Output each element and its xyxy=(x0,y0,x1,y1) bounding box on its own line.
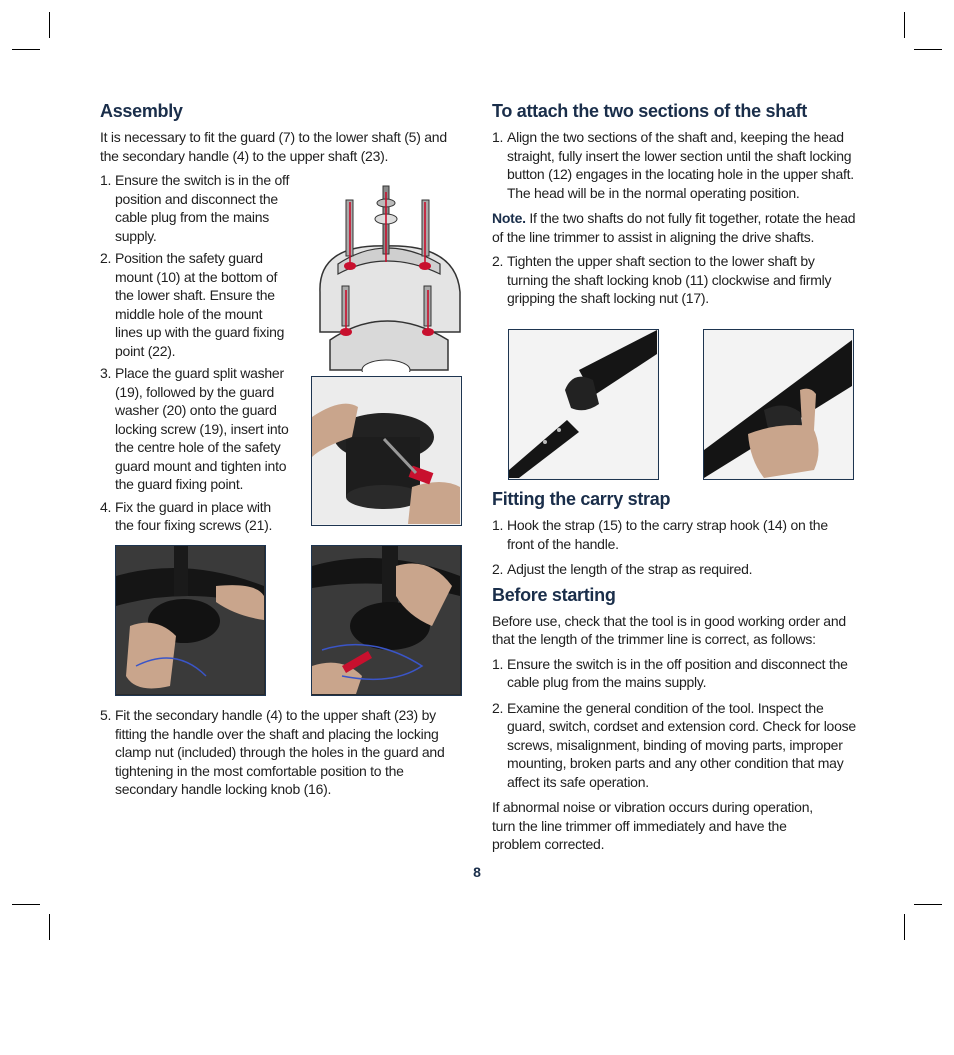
before-starting-outro: If abnormal noise or vibration occurs during operation, turn the line trimmer off immediately and have the problem corrected. xyxy=(492,799,813,852)
step-text: Place the guard split washer (19), followed by the guard washer (20) onto the guard locking screw (19), insert into the centre hole of the safety guard mount and tighten into the guard fixing point. xyxy=(115,365,289,492)
step-number: 4. xyxy=(100,498,112,515)
shaft-note xyxy=(492,209,858,246)
crop-mark xyxy=(914,49,942,50)
step-text: Fix the guard in place with the four fixing screws (21). xyxy=(115,498,273,533)
assembly-step-5 xyxy=(100,706,465,799)
shaft-step-2 xyxy=(492,252,858,308)
before-step-2 xyxy=(492,699,858,792)
step-text: Position the safety guard mount (10) at the bottom of the lower shaft. Ensure the middle hole of the mount lines up with the guard fixing point (22). xyxy=(115,250,285,359)
assembly-step-2 xyxy=(100,249,292,360)
strap-step-2 xyxy=(492,560,858,579)
guard-fixing-photo-right xyxy=(311,545,462,696)
crop-mark xyxy=(904,914,905,940)
step-text: Fit the secondary handle (4) to the upper shaft (23) by fitting the handle over the shaft and placing the locking clamp nut (included) through the holes in the guard and tightening in the most comfortable position to the secondary handle locking knob (16). xyxy=(115,707,445,797)
assembly-step-4 xyxy=(100,498,292,535)
step-number: 2. xyxy=(492,561,504,577)
step-number: 3. xyxy=(100,365,112,381)
crop-mark xyxy=(12,49,40,50)
step-number: 2. xyxy=(100,250,112,266)
assembly-step-3 xyxy=(100,364,292,494)
step-text: Align the two sections of the shaft and, keeping the head straight, fully insert the lower section until the shaft locking button (12) engages in the locating hole in the upper shaft. The head will be in the normal operating position. xyxy=(507,129,854,201)
strap-section xyxy=(492,488,858,862)
step-number: 1. xyxy=(492,655,504,672)
step-text: Examine the general condition of the tool. Inspect the guard, switch, cordset and extension cord. Check for loose screws, misalignment, binding of moving parts, improper mounting, broken parts and any other condition that may affect its safe operation. xyxy=(507,699,856,790)
step-text: Ensure the switch is in the off position and disconnect the cable plug from the mains supply. xyxy=(115,172,290,244)
step-number: 5. xyxy=(100,707,112,723)
shaft-heading: To attach the two sections of the shaft xyxy=(492,101,807,121)
step-text: Hook the strap (15) to the carry strap hook (14) on the front of the handle. xyxy=(507,517,828,552)
right-column xyxy=(492,100,858,852)
before-starting-intro: Before use, check that the tool is in good working order and that the length of the trimmer line is correct, as follows: xyxy=(492,612,846,647)
assembly-intro: It is necessary to fit the guard (7) to the lower shaft (5) and the secondary handle (4) to the upper shaft (23). xyxy=(100,129,447,164)
step-text: Adjust the length of the strap as required. xyxy=(507,561,753,577)
shaft-align-photo xyxy=(508,329,659,480)
crop-mark xyxy=(904,12,905,38)
step-text: Ensure the switch is in the off position and disconnect the cable plug from the mains supply. xyxy=(507,655,848,690)
step-number: 2. xyxy=(492,253,504,269)
guard-fixing-photo-left xyxy=(115,545,266,696)
strap-step-1 xyxy=(492,516,858,553)
step-number: 2. xyxy=(492,699,504,716)
assembly-step-1 xyxy=(100,171,292,245)
crop-mark xyxy=(914,904,942,905)
note-text: If the two shafts do not fully fit together, rotate the head of the line trimmer to assist in aligning the drive shafts. xyxy=(492,210,856,245)
before-starting-heading: Before starting xyxy=(492,584,616,605)
step-number: 1. xyxy=(100,172,112,188)
shaft-step-1 xyxy=(492,128,858,202)
step-text: Tighten the upper shaft section to the lower shaft by turning the shaft locking knob (11) clockwise and firmly gripping the shaft locking nut (17). xyxy=(507,253,832,306)
step-number: 1. xyxy=(492,517,504,533)
guard-screw-photo xyxy=(311,376,462,526)
before-step-1 xyxy=(492,655,858,692)
assembly-heading: Assembly xyxy=(100,101,183,121)
note-label: Note. xyxy=(492,210,526,226)
step-number: 1. xyxy=(492,129,504,145)
guard-mount-diagram xyxy=(308,172,468,372)
page-number: 8 xyxy=(473,864,481,880)
strap-heading: Fitting the carry strap xyxy=(492,489,671,509)
crop-mark xyxy=(12,904,40,905)
shaft-tighten-photo xyxy=(703,329,854,480)
crop-mark xyxy=(49,914,50,940)
crop-mark xyxy=(49,12,50,38)
